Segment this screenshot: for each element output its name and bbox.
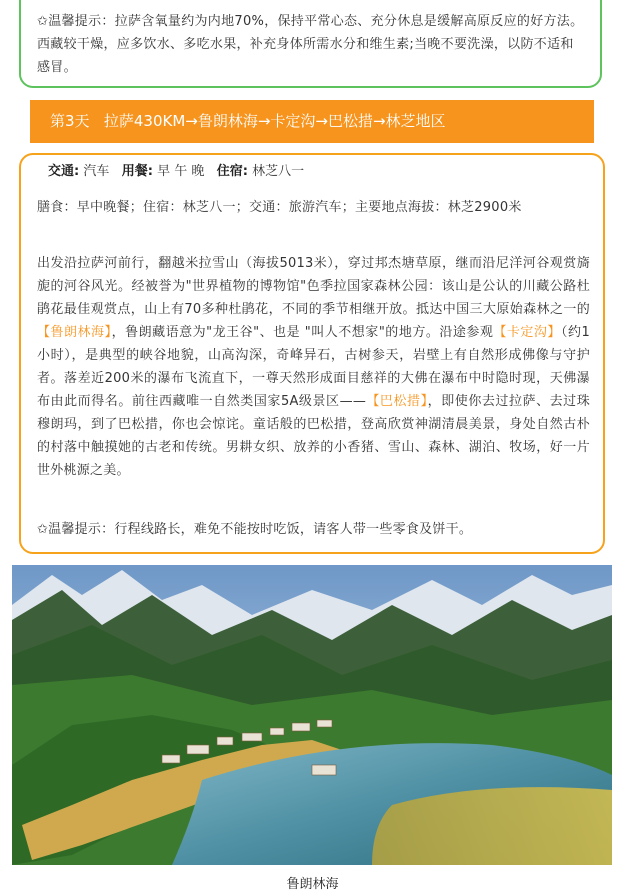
- transport-value: 汽车: [83, 164, 110, 179]
- highlight-kading: 【卡定沟】: [493, 325, 561, 340]
- stay-value: 林芝八一: [252, 164, 305, 179]
- description-part-3: （约1小时），是典型的峡谷地貌，山高沟深，奇峰异石，古树参天，岩壁上有自然形成佛像与守护者。落差近200米的瀑布飞流直下，一尊天然形成面目慈祥的大佛在瀑布中时隐时现，天佛瀑布由此而得名。前往西藏唯一自然类国家5A级景区——: [37, 325, 590, 409]
- lulang-forest-photo: [12, 565, 612, 865]
- day-route: 拉萨430KM→鲁朗林海→卡定沟→巴松措→林芝地区: [103, 112, 446, 130]
- meal-label: 用餐:: [121, 164, 153, 179]
- highlight-basongcuo: 【巴松措】: [366, 394, 428, 409]
- highlight-lulang: 【鲁朗林海】: [37, 325, 112, 340]
- photo-caption: 鲁朗林海: [286, 877, 339, 892]
- tip-bottom: [37, 518, 590, 541]
- meal-value: 早 午 晚: [157, 164, 205, 179]
- transport-label: 交通:: [48, 164, 80, 179]
- tip-text-bottom: 温馨提示：行程线路长，难免不能按时吃饭，请客人带一些零食及饼干。: [48, 522, 473, 537]
- day-banner: [30, 100, 594, 143]
- description-part-2: ，鲁朗藏语意为"龙王谷"、也是 "叫人不想家"的地方。沿途参观: [111, 325, 494, 340]
- tip-text-top: 温馨提示：拉萨含氧量约为内地70%，保持平常心态、充分休息是缓解高原反应的好方法。西藏较干燥，应多饮水、多吃水果，补充身体所需水分和维生素;当晚不要洗澡，以防不适和感冒。: [37, 14, 584, 75]
- day-description: [37, 252, 590, 482]
- info-row: [48, 162, 304, 182]
- star-icon: ✩: [37, 14, 49, 29]
- summary-line: 膳食：早中晚餐；住宿：林芝八一；交通：旅游汽车；主要地点海拔：林芝2900米: [37, 200, 522, 215]
- description-part-1: 出发沿拉萨河前行，翻越米拉雪山（海拔5013米），穿过邦杰塘草原，继而沿尼洋河谷观赏旖旎的河谷风光。经被誉为"世界植物的博物馆"色季拉国家森林公园：该山是公认的川藏公路杜鹃花最佳观赏点，山上有70多种杜鹃花，不同的季节相继开放。抵达中国三大原始森林之一的: [37, 256, 590, 317]
- stay-label: 住宿:: [216, 164, 248, 179]
- star-icon: ✩: [37, 522, 49, 537]
- day-number: 第3天: [50, 112, 90, 130]
- description-part-4: ，即使你去过拉萨、去过珠穆朗玛，到了巴松措，你也会惊诧。童话般的巴松措，登高欣赏神湖清晨美景，身处自然古朴的村落中触摸她的古老和传统。男耕女织、放养的小香猪、雪山、森林、湖泊、牧场，好一片世外桃源之美。: [37, 394, 590, 478]
- tip-box-top: [19, 0, 602, 88]
